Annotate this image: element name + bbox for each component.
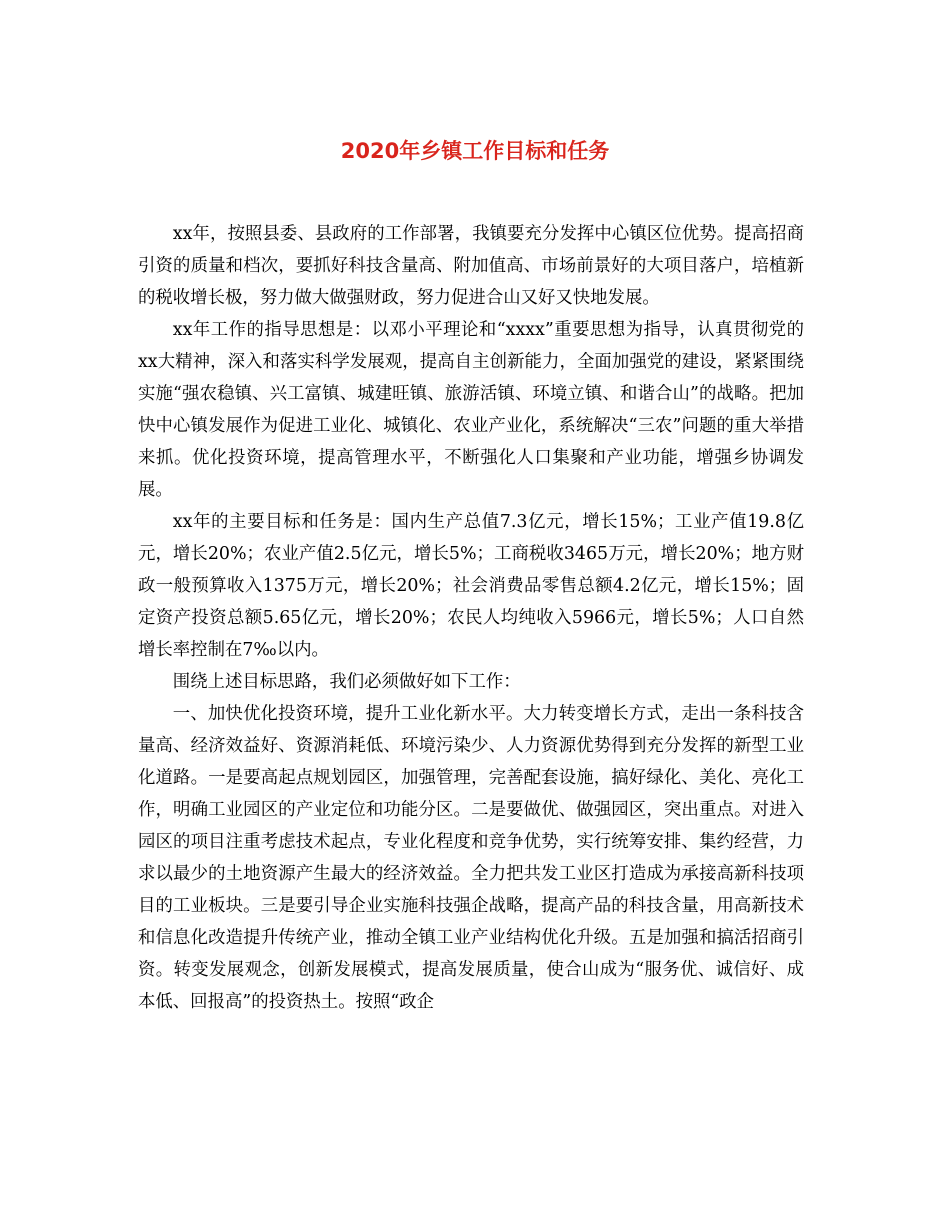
paragraph-intro: xx年，按照县委、县政府的工作部署，我镇要充分发挥中心镇区位优势。提高招商引资的质量和档次，要抓好科技含量高、附加值高、市场前景好的大项目落户，培植新的税收增长极，努力做大做强财政，努力促进合山又好又快地发展。 xyxy=(138,224,804,308)
document-body xyxy=(138,218,804,1018)
paragraph-investment-environment: 一、加快优化投资环境，提升工业化新水平。大力转变增长方式，走出一条科技含量高、经济效益好、资源消耗低、环境污染少、人力资源优势得到充分发挥的新型工业化道路。一是要高起点规划园区，加强管理，完善配套设施，搞好绿化、美化、亮化工作，明确工业园区的产业定位和功能分区。二是要做优、做强园区，突出重点。对进入园区的项目注重考虑技术起点，专业化程度和竞争优势，实行统筹安排、集约经营，力求以最少的土地资源产生最大的经济效益。全力把共发工业区打造成为承接高新科技项目的工业板块。三是要引导企业实施科技强企战略，提高产品的科技含量，用高新技术和信息化改造提升传统产业，推动全镇工业产业结构优化升级。五是加强和搞活招商引资。转变发展观念，创新发展模式，提高发展质量，使合山成为“服务优、诚信好、成本低、回报高”的投资热土。按照“政企 xyxy=(138,704,804,1012)
paragraph-work-intro: 围绕上述目标思路，我们必须做好如下工作： xyxy=(172,672,521,692)
document-title: 2020年乡镇工作目标和任务 xyxy=(340,139,610,163)
paragraph-guiding-thought: xx年工作的指导思想是：以邓小平理论和“xxxx”重要思想为指导，认真贯彻党的xx大精神，深入和落实科学发展观，提高自主创新能力，全面加强党的建设，紧紧围绕实施“强农稳镇、兴工富镇、城建旺镇、旅游活镇、环境立镇、和谐合山”的战略。把加快中心镇发展作为促进工业化、城镇化、农业产业化，系统解决“三农”问题的重大举措来抓。优化投资环境，提高管理水平，不断强化人口集聚和产业功能，增强乡协调发展。 xyxy=(138,320,804,500)
paragraph-main-targets: xx年的主要目标和任务是：国内生产总值7.3亿元，增长15%；工业产值19.8亿元，增长20%；农业产值2.5亿元，增长5%；工商税收3465万元，增长20%；地方财政一般预算收入1375万元，增长20%；社会消费品零售总额4.2亿元，增长15%；固定资产投资总额5.65亿元，增长20%；农民人均纯收入5966元，增长5%；人口自然增长率控制在7‰以内。 xyxy=(138,512,804,660)
